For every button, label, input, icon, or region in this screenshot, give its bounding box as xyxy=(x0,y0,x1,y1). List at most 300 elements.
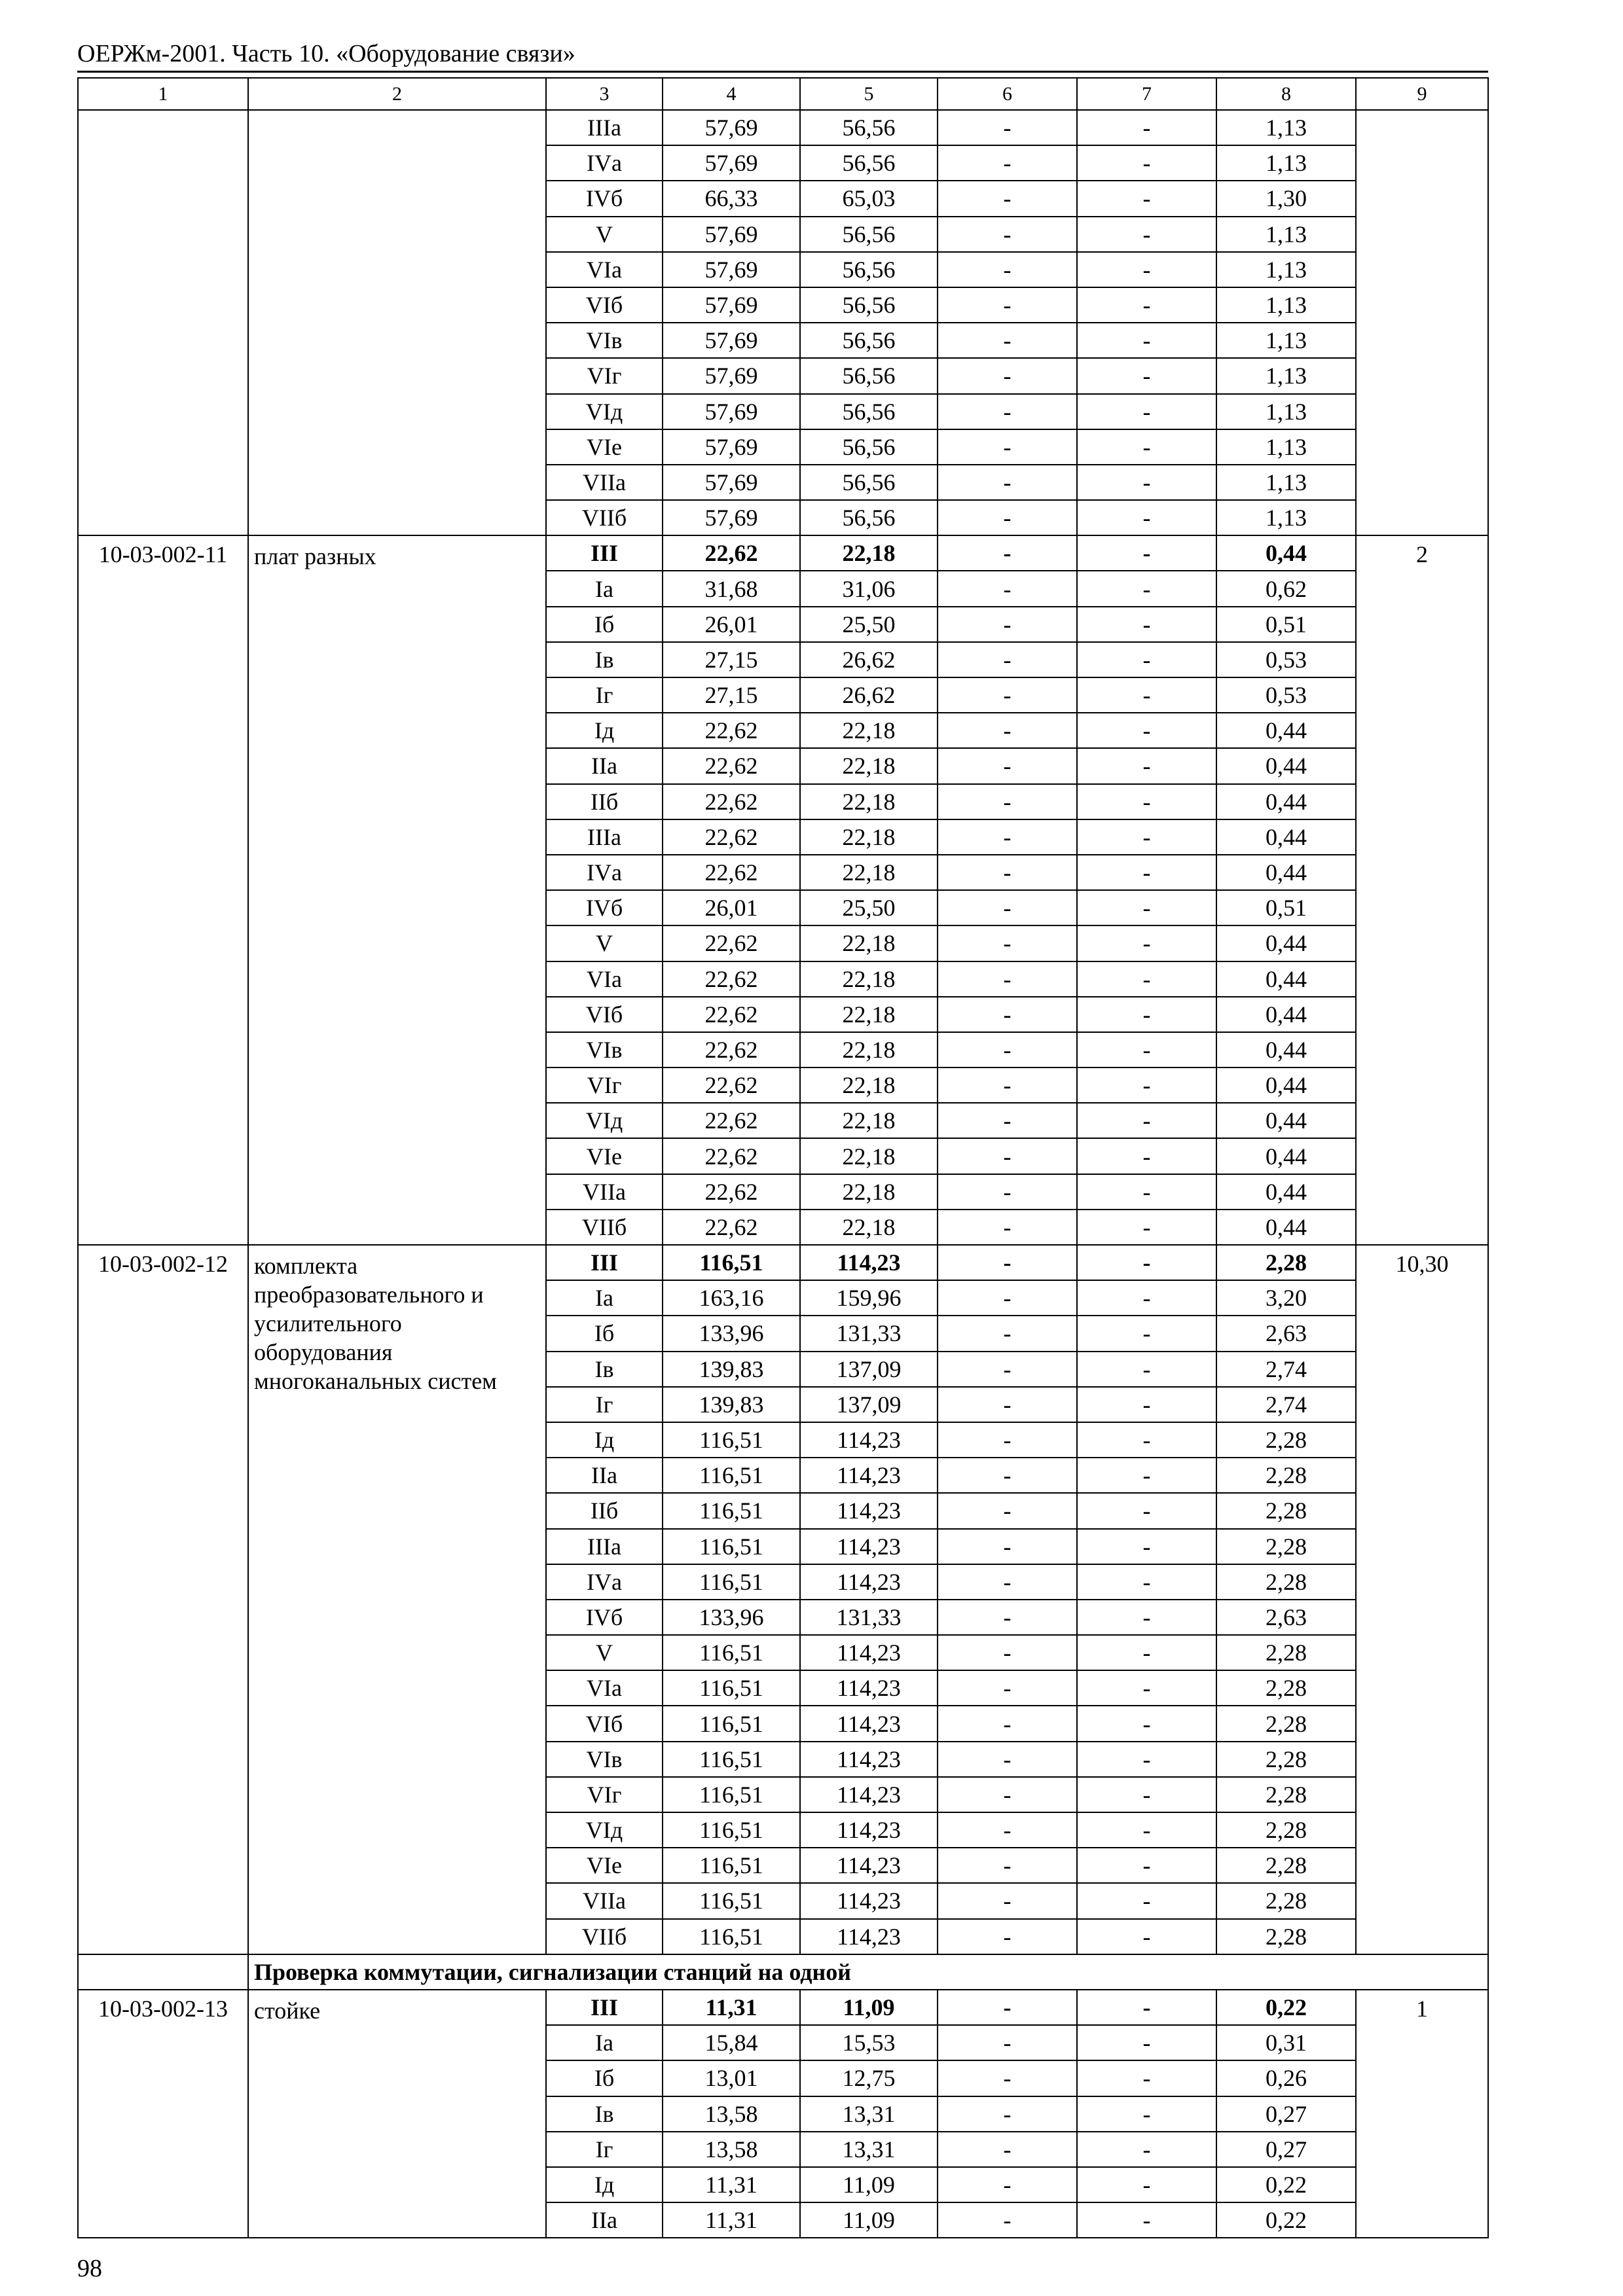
zone-cell: VIб xyxy=(546,997,663,1032)
zone-cell: VIв xyxy=(546,1742,663,1777)
value-cell: - xyxy=(938,1316,1077,1351)
zone-cell: IIб xyxy=(546,784,663,819)
table-row xyxy=(78,535,1488,571)
value-cell: 22,62 xyxy=(663,748,800,783)
value-cell: 22,62 xyxy=(663,535,800,571)
value-cell: 0,53 xyxy=(1216,677,1356,713)
value-cell: 22,18 xyxy=(800,855,938,890)
value-cell: 0,44 xyxy=(1216,784,1356,819)
value-cell: - xyxy=(1077,1352,1216,1387)
value-cell: - xyxy=(1077,252,1216,287)
value-cell: - xyxy=(938,748,1077,783)
value-cell: 116,51 xyxy=(663,1458,800,1493)
value-cell: - xyxy=(938,1670,1077,1706)
value-cell: - xyxy=(938,1564,1077,1600)
value-cell: 2,28 xyxy=(1216,1883,1356,1918)
value-cell: 13,58 xyxy=(663,2132,800,2167)
value-cell: - xyxy=(1077,2202,1216,2238)
value-cell: 116,51 xyxy=(663,1883,800,1918)
zone-cell: Iа xyxy=(546,571,663,606)
value-cell: - xyxy=(1077,1883,1216,1918)
value-cell: 22,18 xyxy=(800,1210,938,1245)
zone-cell: Iд xyxy=(546,2167,663,2202)
value-cell: 12,75 xyxy=(800,2060,938,2096)
value-cell: - xyxy=(938,607,1077,642)
value-cell: 116,51 xyxy=(663,1564,800,1600)
value-cell: 1,13 xyxy=(1216,110,1356,145)
rates-table xyxy=(77,77,1489,2238)
value-cell: - xyxy=(1077,1635,1216,1670)
value-cell: - xyxy=(938,1883,1077,1918)
value-cell: 0,44 xyxy=(1216,1210,1356,1245)
value-cell: - xyxy=(938,677,1077,713)
value-cell: 1,13 xyxy=(1216,323,1356,358)
value-cell: 11,31 xyxy=(663,1990,800,2025)
value-cell: - xyxy=(1077,1174,1216,1210)
code-cell xyxy=(78,110,248,535)
value-cell: 11,31 xyxy=(663,2167,800,2202)
value-cell: 114,23 xyxy=(800,1706,938,1741)
value-cell: 56,56 xyxy=(800,145,938,181)
value-cell: 2,28 xyxy=(1216,1919,1356,1954)
value-cell: 57,69 xyxy=(663,465,800,500)
value-cell: 2,28 xyxy=(1216,1742,1356,1777)
table-row xyxy=(78,1245,1488,1280)
value-cell: - xyxy=(938,571,1077,606)
value-cell: 22,62 xyxy=(663,1138,800,1174)
column-numbers-row xyxy=(78,78,1488,110)
zone-cell: IIIа xyxy=(546,819,663,855)
value-cell: 116,51 xyxy=(663,1919,800,1954)
page-header: ОЕРЖм-2001. Часть 10. «Оборудование связи» xyxy=(77,40,575,67)
value-cell: 0,51 xyxy=(1216,890,1356,925)
value-cell: - xyxy=(938,1280,1077,1316)
code-cell: 10-03-002-13 xyxy=(78,1990,248,2238)
value-cell: 2,28 xyxy=(1216,1245,1356,1280)
value-cell: - xyxy=(938,997,1077,1032)
value-cell: 27,15 xyxy=(663,642,800,677)
value-cell: 2,28 xyxy=(1216,1493,1356,1528)
zone-cell: Iд xyxy=(546,713,663,748)
value-cell: - xyxy=(1077,2132,1216,2167)
value-cell: - xyxy=(1077,1529,1216,1564)
value-cell: - xyxy=(938,287,1077,323)
value-cell: - xyxy=(938,1138,1077,1174)
value-cell: 0,44 xyxy=(1216,1067,1356,1103)
value-cell: - xyxy=(1077,1245,1216,1280)
zone-cell: VIIа xyxy=(546,1883,663,1918)
value-cell: - xyxy=(938,2167,1077,2202)
value-cell: - xyxy=(938,1422,1077,1458)
column-number: 6 xyxy=(938,78,1077,110)
value-cell: 15,84 xyxy=(663,2025,800,2060)
value-cell: - xyxy=(938,1848,1077,1883)
value-cell: 116,51 xyxy=(663,1245,800,1280)
value-cell: 1,13 xyxy=(1216,145,1356,181)
column-number: 1 xyxy=(78,78,248,110)
value-cell: - xyxy=(1077,323,1216,358)
zone-cell: Iг xyxy=(546,2132,663,2167)
value-cell: 22,18 xyxy=(800,819,938,855)
zone-cell: IVа xyxy=(546,1564,663,1600)
value-cell: 163,16 xyxy=(663,1280,800,1316)
value-cell: - xyxy=(938,358,1077,393)
zone-cell: III xyxy=(546,1990,663,2025)
value-cell: - xyxy=(1077,1458,1216,1493)
value-cell: - xyxy=(938,1529,1077,1564)
value-cell: - xyxy=(1077,1812,1216,1848)
value-cell: - xyxy=(938,1210,1077,1245)
value-cell: 26,62 xyxy=(800,677,938,713)
value-cell: 116,51 xyxy=(663,1742,800,1777)
section-row xyxy=(78,1954,1488,1990)
name-cell xyxy=(248,110,546,535)
value-cell: - xyxy=(938,1635,1077,1670)
value-cell: - xyxy=(938,961,1077,997)
value-cell: 0,44 xyxy=(1216,855,1356,890)
value-cell: 2,28 xyxy=(1216,1458,1356,1493)
value-cell: - xyxy=(1077,1777,1216,1812)
value-cell: 26,01 xyxy=(663,890,800,925)
value-cell: 22,18 xyxy=(800,1138,938,1174)
value-cell: 56,56 xyxy=(800,394,938,429)
value-cell: 22,18 xyxy=(800,748,938,783)
value-cell: 1,13 xyxy=(1216,252,1356,287)
zone-cell: IIIа xyxy=(546,1529,663,1564)
zone-cell: Iв xyxy=(546,1352,663,1387)
value-cell: - xyxy=(1077,465,1216,500)
value-cell: 56,56 xyxy=(800,323,938,358)
value-cell: 22,18 xyxy=(800,1103,938,1138)
value-cell: 22,62 xyxy=(663,961,800,997)
zone-cell: VIа xyxy=(546,252,663,287)
value-cell: 22,18 xyxy=(800,1067,938,1103)
value-cell: 57,69 xyxy=(663,217,800,252)
value-cell: - xyxy=(1077,961,1216,997)
zone-cell: Iв xyxy=(546,2096,663,2132)
zone-cell: VIг xyxy=(546,1777,663,1812)
value-cell: 159,96 xyxy=(800,1280,938,1316)
value-cell: 0,44 xyxy=(1216,1138,1356,1174)
value-cell: 56,56 xyxy=(800,429,938,465)
value-cell: 22,18 xyxy=(800,961,938,997)
value-cell: 22,62 xyxy=(663,713,800,748)
value-cell: 15,53 xyxy=(800,2025,938,2060)
zone-cell: III xyxy=(546,1245,663,1280)
zone-cell: VIа xyxy=(546,961,663,997)
value-cell: 116,51 xyxy=(663,1706,800,1741)
value-cell: - xyxy=(938,1245,1077,1280)
value-cell: 131,33 xyxy=(800,1316,938,1351)
value-cell: - xyxy=(1077,429,1216,465)
zone-cell: Iа xyxy=(546,2025,663,2060)
value-cell: 1,13 xyxy=(1216,394,1356,429)
zone-cell: V xyxy=(546,217,663,252)
zone-cell: VIIб xyxy=(546,1919,663,1954)
zone-cell: VIб xyxy=(546,287,663,323)
value-cell: 13,31 xyxy=(800,2096,938,2132)
zone-cell: IIа xyxy=(546,2202,663,2238)
value-cell: 114,23 xyxy=(800,1422,938,1458)
value-cell: - xyxy=(1077,784,1216,819)
value-cell: - xyxy=(1077,855,1216,890)
value-cell: 56,56 xyxy=(800,465,938,500)
value-cell: - xyxy=(1077,181,1216,216)
zone-cell: IVа xyxy=(546,855,663,890)
value-cell: 1,13 xyxy=(1216,358,1356,393)
value-cell: - xyxy=(938,181,1077,216)
zone-cell: VIIб xyxy=(546,1210,663,1245)
zone-cell: Iб xyxy=(546,2060,663,2096)
value-cell: - xyxy=(1077,890,1216,925)
zone-cell: VIв xyxy=(546,1032,663,1067)
value-cell: - xyxy=(1077,2060,1216,2096)
value-cell: 114,23 xyxy=(800,1670,938,1706)
value-cell: - xyxy=(1077,2096,1216,2132)
value-cell: - xyxy=(1077,535,1216,571)
value-cell: - xyxy=(1077,925,1216,961)
value-cell: - xyxy=(1077,1706,1216,1741)
value-cell: - xyxy=(1077,748,1216,783)
value-cell: 2,74 xyxy=(1216,1387,1356,1422)
value-cell: - xyxy=(938,2060,1077,2096)
value-cell: 114,23 xyxy=(800,1883,938,1918)
value-cell: 114,23 xyxy=(800,1635,938,1670)
value-cell: 114,23 xyxy=(800,1564,938,1600)
value-cell: 31,68 xyxy=(663,571,800,606)
value-cell: 27,15 xyxy=(663,677,800,713)
column-number: 4 xyxy=(663,78,800,110)
zone-cell: VIе xyxy=(546,1848,663,1883)
value-cell: 114,23 xyxy=(800,1493,938,1528)
value-cell: - xyxy=(1077,1067,1216,1103)
value-cell: 0,44 xyxy=(1216,819,1356,855)
value-cell: - xyxy=(938,2202,1077,2238)
value-cell: 22,18 xyxy=(800,1174,938,1210)
value-cell: 0,44 xyxy=(1216,961,1356,997)
value-cell: 13,31 xyxy=(800,2132,938,2167)
zone-cell: VIб xyxy=(546,1706,663,1741)
zone-cell: VIд xyxy=(546,1103,663,1138)
value-cell: 0,26 xyxy=(1216,2060,1356,2096)
value-cell: - xyxy=(938,1493,1077,1528)
value-cell: - xyxy=(1077,677,1216,713)
zone-cell: V xyxy=(546,925,663,961)
table-row xyxy=(78,1990,1488,2025)
value-cell: 22,62 xyxy=(663,925,800,961)
value-cell: 0,44 xyxy=(1216,535,1356,571)
value-cell: - xyxy=(938,252,1077,287)
value-cell: - xyxy=(938,819,1077,855)
value-cell: 2,63 xyxy=(1216,1600,1356,1635)
value-cell: - xyxy=(1077,1280,1216,1316)
value-cell: - xyxy=(938,1742,1077,1777)
value-cell: 22,62 xyxy=(663,784,800,819)
value-cell: 0,22 xyxy=(1216,2202,1356,2238)
value-cell: 116,51 xyxy=(663,1422,800,1458)
value-cell: - xyxy=(938,1103,1077,1138)
value-cell: - xyxy=(938,1458,1077,1493)
value-cell: 22,18 xyxy=(800,1032,938,1067)
value-cell: 65,03 xyxy=(800,181,938,216)
value-cell: 116,51 xyxy=(663,1777,800,1812)
value-cell: 25,50 xyxy=(800,607,938,642)
zone-cell: VIа xyxy=(546,1670,663,1706)
value-cell: 57,69 xyxy=(663,252,800,287)
value-cell: 22,62 xyxy=(663,855,800,890)
zone-cell: VIг xyxy=(546,358,663,393)
value-cell: 133,96 xyxy=(663,1600,800,1635)
value-cell: 13,58 xyxy=(663,2096,800,2132)
header-rule xyxy=(77,71,1488,73)
value-cell: 116,51 xyxy=(663,1635,800,1670)
value-cell: - xyxy=(1077,819,1216,855)
zone-cell: Iб xyxy=(546,607,663,642)
value-cell: - xyxy=(938,465,1077,500)
value-cell: 139,83 xyxy=(663,1352,800,1387)
value-cell: 1,13 xyxy=(1216,500,1356,535)
value-cell: 2,28 xyxy=(1216,1422,1356,1458)
value-cell: 116,51 xyxy=(663,1848,800,1883)
column-number: 2 xyxy=(248,78,546,110)
value-cell: 2,28 xyxy=(1216,1670,1356,1706)
value-cell: 56,56 xyxy=(800,500,938,535)
note-cell: 1 xyxy=(1356,1990,1488,2238)
value-cell: 2,28 xyxy=(1216,1777,1356,1812)
value-cell: - xyxy=(938,713,1077,748)
value-cell: 114,23 xyxy=(800,1742,938,1777)
column-number: 8 xyxy=(1216,78,1356,110)
value-cell: 114,23 xyxy=(800,1777,938,1812)
value-cell: - xyxy=(1077,394,1216,429)
value-cell: - xyxy=(1077,145,1216,181)
value-cell: 114,23 xyxy=(800,1458,938,1493)
value-cell: 114,23 xyxy=(800,1812,938,1848)
zone-cell: VIг xyxy=(546,1067,663,1103)
value-cell: - xyxy=(1077,642,1216,677)
value-cell: 139,83 xyxy=(663,1387,800,1422)
section-empty-cell xyxy=(78,1954,248,1990)
value-cell: - xyxy=(938,1032,1077,1067)
value-cell: 22,62 xyxy=(663,1067,800,1103)
section-title: Проверка коммутации, сигнализации станций на одной xyxy=(248,1954,1488,1990)
code-cell: 10-03-002-11 xyxy=(78,535,248,1245)
value-cell: - xyxy=(1077,997,1216,1032)
value-cell: 116,51 xyxy=(663,1812,800,1848)
note-cell: 2 xyxy=(1356,535,1488,1245)
zone-cell: IIб xyxy=(546,1493,663,1528)
value-cell: - xyxy=(938,110,1077,145)
value-cell: 0,53 xyxy=(1216,642,1356,677)
value-cell: 2,28 xyxy=(1216,1529,1356,1564)
value-cell: 22,18 xyxy=(800,535,938,571)
zone-cell: VIе xyxy=(546,429,663,465)
value-cell: 2,28 xyxy=(1216,1848,1356,1883)
value-cell: 0,51 xyxy=(1216,607,1356,642)
value-cell: 116,51 xyxy=(663,1670,800,1706)
zone-cell: IVа xyxy=(546,145,663,181)
zone-cell: IVб xyxy=(546,181,663,216)
value-cell: - xyxy=(938,642,1077,677)
zone-cell: VIIб xyxy=(546,500,663,535)
value-cell: 11,09 xyxy=(800,1990,938,2025)
value-cell: - xyxy=(938,323,1077,358)
value-cell: - xyxy=(938,145,1077,181)
zone-cell: VIIа xyxy=(546,465,663,500)
value-cell: 22,62 xyxy=(663,1174,800,1210)
value-cell: - xyxy=(1077,110,1216,145)
zone-cell: VIд xyxy=(546,1812,663,1848)
value-cell: - xyxy=(1077,1138,1216,1174)
value-cell: 11,31 xyxy=(663,2202,800,2238)
value-cell: - xyxy=(938,535,1077,571)
value-cell: 0,44 xyxy=(1216,1032,1356,1067)
value-cell: - xyxy=(938,925,1077,961)
value-cell: 131,33 xyxy=(800,1600,938,1635)
value-cell: 22,18 xyxy=(800,997,938,1032)
value-cell: - xyxy=(1077,1990,1216,2025)
value-cell: - xyxy=(1077,1210,1216,1245)
value-cell: - xyxy=(1077,2025,1216,2060)
value-cell: - xyxy=(1077,1316,1216,1351)
zone-cell: Iб xyxy=(546,1316,663,1351)
column-number: 3 xyxy=(546,78,663,110)
value-cell: 56,56 xyxy=(800,358,938,393)
value-cell: 0,62 xyxy=(1216,571,1356,606)
zone-cell: III xyxy=(546,535,663,571)
value-cell: - xyxy=(938,855,1077,890)
column-number: 7 xyxy=(1077,78,1216,110)
value-cell: - xyxy=(1077,287,1216,323)
value-cell: 26,62 xyxy=(800,642,938,677)
value-cell: 31,06 xyxy=(800,571,938,606)
value-cell: 56,56 xyxy=(800,252,938,287)
value-cell: 57,69 xyxy=(663,429,800,465)
value-cell: 22,62 xyxy=(663,1210,800,1245)
zone-cell: Iв xyxy=(546,642,663,677)
value-cell: - xyxy=(1077,1742,1216,1777)
value-cell: 25,50 xyxy=(800,890,938,925)
value-cell: 57,69 xyxy=(663,145,800,181)
value-cell: 56,56 xyxy=(800,287,938,323)
value-cell: 2,28 xyxy=(1216,1564,1356,1600)
value-cell: 66,33 xyxy=(663,181,800,216)
value-cell: 116,51 xyxy=(663,1529,800,1564)
zone-cell: Iг xyxy=(546,677,663,713)
value-cell: 1,13 xyxy=(1216,217,1356,252)
value-cell: - xyxy=(938,1174,1077,1210)
value-cell: - xyxy=(1077,1848,1216,1883)
value-cell: 0,44 xyxy=(1216,713,1356,748)
value-cell: 57,69 xyxy=(663,394,800,429)
value-cell: - xyxy=(938,1706,1077,1741)
value-cell: 11,09 xyxy=(800,2167,938,2202)
note-cell xyxy=(1356,110,1488,535)
value-cell: 56,56 xyxy=(800,217,938,252)
zone-cell: Iд xyxy=(546,1422,663,1458)
value-cell: - xyxy=(938,1067,1077,1103)
zone-cell: Iа xyxy=(546,1280,663,1316)
value-cell: 1,30 xyxy=(1216,181,1356,216)
value-cell: - xyxy=(1077,1103,1216,1138)
value-cell: 0,27 xyxy=(1216,2096,1356,2132)
value-cell: 0,27 xyxy=(1216,2132,1356,2167)
value-cell: 114,23 xyxy=(800,1848,938,1883)
value-cell: 116,51 xyxy=(663,1493,800,1528)
value-cell: 13,01 xyxy=(663,2060,800,2096)
value-cell: 0,44 xyxy=(1216,925,1356,961)
value-cell: 1,13 xyxy=(1216,287,1356,323)
